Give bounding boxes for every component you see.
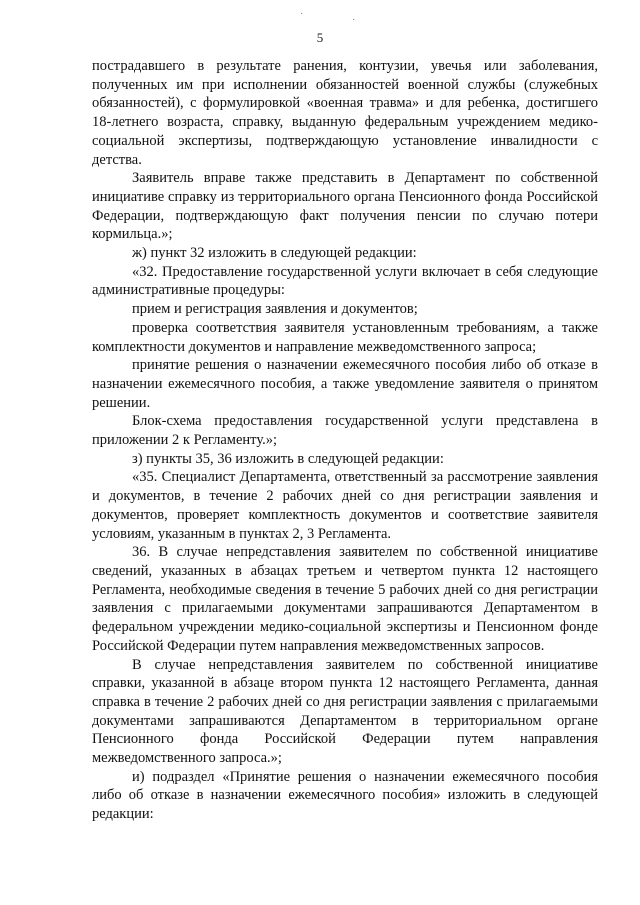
document-body bbox=[92, 57, 598, 824]
paragraph: пострадавшего в результате ранения, контузии, увечья или заболевания, полученных им при исполнении обязанностей военной службы (служебных обязанностей), с формулировкой «военная травма» и для ребенка, достигшего 18-летнего возраста, справку, выданную федеральным учреждением медико-социальной экспертизы, подтверждающую установление инвалидности с детства. bbox=[92, 58, 598, 168]
paragraph: 36. В случае непредставления заявителем по собственной инициативе сведений, указанных в абзацах третьем и четвертом пункта 12 настоящего Регламента, необходимые сведения в течение 5 рабочих дней со дня регистрации заявления с прилагаемыми документами запрашиваются Департаментом в федеральном учреждении медико-социальной экспертизы и Пенсионном фонде Российской Федерации путем направления межведомственных запросов. bbox=[92, 544, 598, 654]
paragraph: принятие решения о назначении ежемесячного пособия либо об отказе в назначении ежемесячного пособия, а также уведомление заявителя о принятом решении. bbox=[92, 357, 598, 411]
paragraph: В случае непредставления заявителем по собственной инициативе справки, указанной в абзаце втором пункта 12 настоящего Регламента, данная справка в течение 2 рабочих дней со дня регистрации заявления с прилагаемыми документами запрашиваются Департаментом в территориальном органе Пенсионного фонда Российской Федерации путем направления межведомственного запроса.»; bbox=[92, 656, 598, 767]
paragraph: Блок-схема предоставления государственной услуги представлена в приложении 2 к Регламенту.»; bbox=[92, 413, 598, 449]
paragraph: «35. Специалист Департамента, ответственный за рассмотрение заявления и документов, в течение 2 рабочих дней со дня регистрации заявления и документов, проверяет комплектность документов и соответствие заявителя условиям, указанным в пунктах 2, 3 Регламента. bbox=[92, 469, 598, 542]
paragraph: з) пункты 35, 36 изложить в следующей редакции: bbox=[132, 450, 444, 467]
paragraph: и) подраздел «Принятие решения о назначении ежемесячного пособия либо об отказе в назначении ежемесячного пособия» изложить в следующей редакции: bbox=[92, 768, 598, 823]
paragraph: прием и регистрация заявления и документов; bbox=[132, 301, 418, 318]
paragraph: проверка соответствия заявителя установленным требованиям, а также комплектности документов и направление межведомственного запроса; bbox=[92, 319, 598, 355]
page-number: 5 bbox=[316, 30, 324, 45]
paragraph: Заявитель вправе также представить в Департамент по собственной инициативе справку из территориального органа Пенсионного фонда Российской Федерации, подтверждающую факт получения пенсии по случаю потери кормильца.»; bbox=[92, 170, 598, 243]
paragraph: ж) пункт 32 изложить в следующей редакции: bbox=[132, 245, 417, 262]
paragraph: «32. Предоставление государственной услуги включает в себя следующие административные процедуры: bbox=[92, 263, 598, 299]
scan-mark: · bbox=[352, 14, 356, 25]
scan-mark: · bbox=[300, 8, 304, 19]
